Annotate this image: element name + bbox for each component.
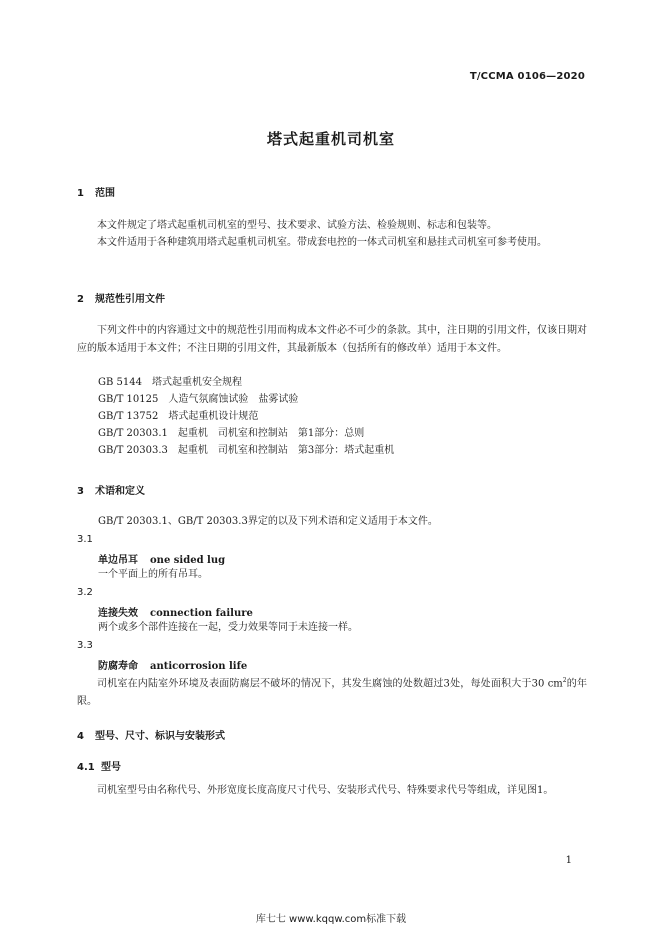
section-title: 术语和定义 <box>95 486 145 497</box>
definition-tail: 的年限。 <box>77 678 587 707</box>
term-number-3-3: 3.3 <box>77 640 93 651</box>
reference-gb5144: GB 5144 塔式起重机安全规程 <box>98 377 242 388</box>
standard-code: T/CCMA 0106—2020 <box>469 71 585 82</box>
term-en: connection failure <box>150 608 253 619</box>
subsection-4-1-heading <box>77 758 121 773</box>
subsection-title: 型号 <box>101 762 121 773</box>
section-3-heading <box>77 482 145 497</box>
section-1-heading <box>77 184 115 199</box>
definition-text: 司机室在内陆室外环境及表面防腐层不破坏的情况下，其发生腐蚀的处数超过3处，每处面积大于30 cm <box>97 678 563 690</box>
term-3-3 <box>98 657 247 672</box>
section-number: 4 <box>77 731 84 742</box>
page-number: 1 <box>565 855 572 866</box>
term-number-3-1: 3.1 <box>77 534 93 545</box>
superscript: 2 <box>562 677 567 684</box>
subsection-4-1-paragraph: 司机室型号由名称代号、外形宽度长度高度尺寸代号、安装形式代号、特殊要求代号等组成，详见图1。 <box>97 785 554 796</box>
subsection-number: 4.1 <box>77 762 95 773</box>
section-number: 3 <box>77 486 84 497</box>
section-4-heading <box>77 727 225 742</box>
term-3-2-definition: 两个或多个部件连接在一起，受力效果等同于未连接一样。 <box>98 622 358 633</box>
section-2-intro: 下列文件中的内容通过文中的规范性引用而构成本文件必不可少的条款。其中，注日期的引用文件，仅该日期对应的版本适用于本文件；不注日期的引用文件，其最新版本（包括所有的修改单）适用于本文件。 <box>77 325 587 354</box>
section-1-paragraph-2: 本文件适用于各种建筑用塔式起重机司机室。带成套电控的一体式司机室和悬挂式司机室可参考使用。 <box>97 237 547 248</box>
section-1-paragraph-1: 本文件规定了塔式起重机司机室的型号、技术要求、试验方法、检验规则、标志和包装等。 <box>97 220 497 231</box>
reference-gbt13752: GB/T 13752 塔式起重机设计规范 <box>98 411 259 422</box>
term-3-2 <box>98 604 253 619</box>
reference-gbt20303-1: GB/T 20303.1 起重机 司机室和控制站 第1部分：总则 <box>98 428 365 439</box>
term-zh: 防腐寿命 <box>98 661 138 672</box>
section-2-heading <box>77 290 165 305</box>
section-title: 范围 <box>95 188 115 199</box>
section-title: 规范性引用文件 <box>95 294 165 305</box>
footer-watermark: 库七七 www.kqqw.com标准下载 <box>255 914 407 925</box>
section-number: 2 <box>77 294 84 305</box>
section-3-intro: GB/T 20303.1、GB/T 20303.3界定的以及下列术语和定义适用于本文件。 <box>98 516 438 527</box>
document-title: 塔式起重机司机室 <box>266 130 395 148</box>
term-number-3-2: 3.2 <box>77 587 93 598</box>
term-zh: 单边吊耳 <box>98 555 138 566</box>
term-en: anticorrosion life <box>150 661 248 672</box>
reference-gbt10125: GB/T 10125 人造气氛腐蚀试验 盐雾试验 <box>98 394 299 405</box>
section-title: 型号、尺寸、标识与安装形式 <box>95 731 225 742</box>
term-3-3-definition <box>77 672 587 710</box>
section-number: 1 <box>77 188 84 199</box>
reference-gbt20303-3: GB/T 20303.3 起重机 司机室和控制站 第3部分：塔式起重机 <box>98 445 395 456</box>
term-en: one sided lug <box>150 555 226 566</box>
term-zh: 连接失效 <box>98 608 138 619</box>
term-3-1 <box>98 551 225 566</box>
term-3-1-definition: 一个平面上的所有吊耳。 <box>98 569 208 580</box>
